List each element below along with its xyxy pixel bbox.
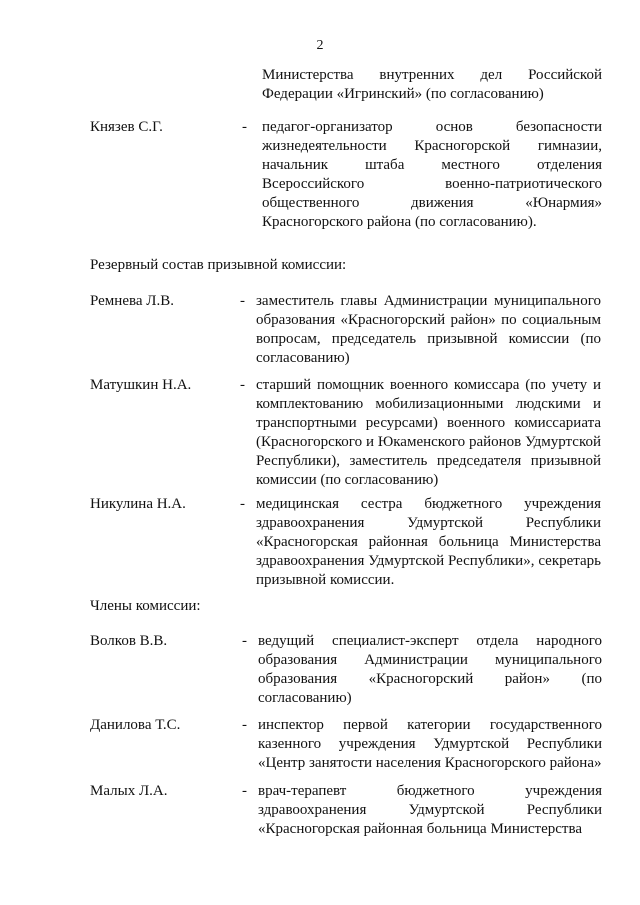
person-description: врач-терапевт бюджетного учреждения здравоохранения Удмуртской Республики «Красногорская районная больница Министерства	[258, 783, 602, 837]
person-name: Никулина Н.А.	[90, 496, 186, 512]
entry-dash: -	[240, 377, 245, 393]
person-description: педагог-организатор основ безопасности жизнедеятельности Красногорской гимназии, начальник штаба местного отделения Всероссийского военно-патриотического общественного движения «Юнармия» Красногорского района (по согласованию).	[262, 119, 602, 230]
entry-dash: -	[242, 633, 247, 649]
person-description: инспектор первой категории государственного казенного учреждения Удмуртской Республики «Центр занятости населения Красногорского района»	[258, 717, 602, 771]
entry-dash: -	[240, 293, 245, 309]
entry-dash: -	[240, 496, 245, 512]
entry-dash: -	[242, 717, 247, 733]
person-description: заместитель главы Администрации муниципального образования «Красногорский район» по социальным вопросам, председатель призывной комиссии (по согласованию)	[256, 293, 601, 366]
person-name: Матушкин Н.А.	[90, 377, 192, 393]
members-heading: Члены комиссии:	[90, 598, 201, 614]
person-name: Волков В.В.	[90, 633, 168, 649]
person-description: старший помощник военного комиссара (по учету и комплектованию мобилизационными людскими и транспортными ресурсами) военного комиссариата (Красногорского и Юкаменского районов Удмуртской Республики), заместитель председателя призывной комиссии (по согласованию)	[256, 377, 601, 488]
person-description: ведущий специалист-эксперт отдела народного образования Администрации муниципального образования «Красногорский район» (по согласованию)	[258, 633, 602, 706]
entry-dash: -	[242, 119, 247, 135]
person-name: Князев С.Г.	[90, 119, 163, 135]
continuation-description: Министерства внутренних дел Российской Федерации «Игринский» (по согласованию)	[262, 67, 602, 102]
person-name: Ремнева Л.В.	[90, 293, 174, 309]
person-name: Малых Л.А.	[90, 783, 168, 799]
reserve-heading: Резервный состав призывной комиссии:	[90, 257, 347, 273]
person-description: медицинская сестра бюджетного учреждения здравоохранения Удмуртской Республики «Красногорская районная больница Министерства здравоохранения Удмуртской Республики», секретарь призывной комиссии.	[256, 496, 601, 588]
page-number: 2	[316, 38, 324, 53]
person-name: Данилова Т.С.	[90, 717, 181, 733]
entry-dash: -	[242, 783, 247, 799]
